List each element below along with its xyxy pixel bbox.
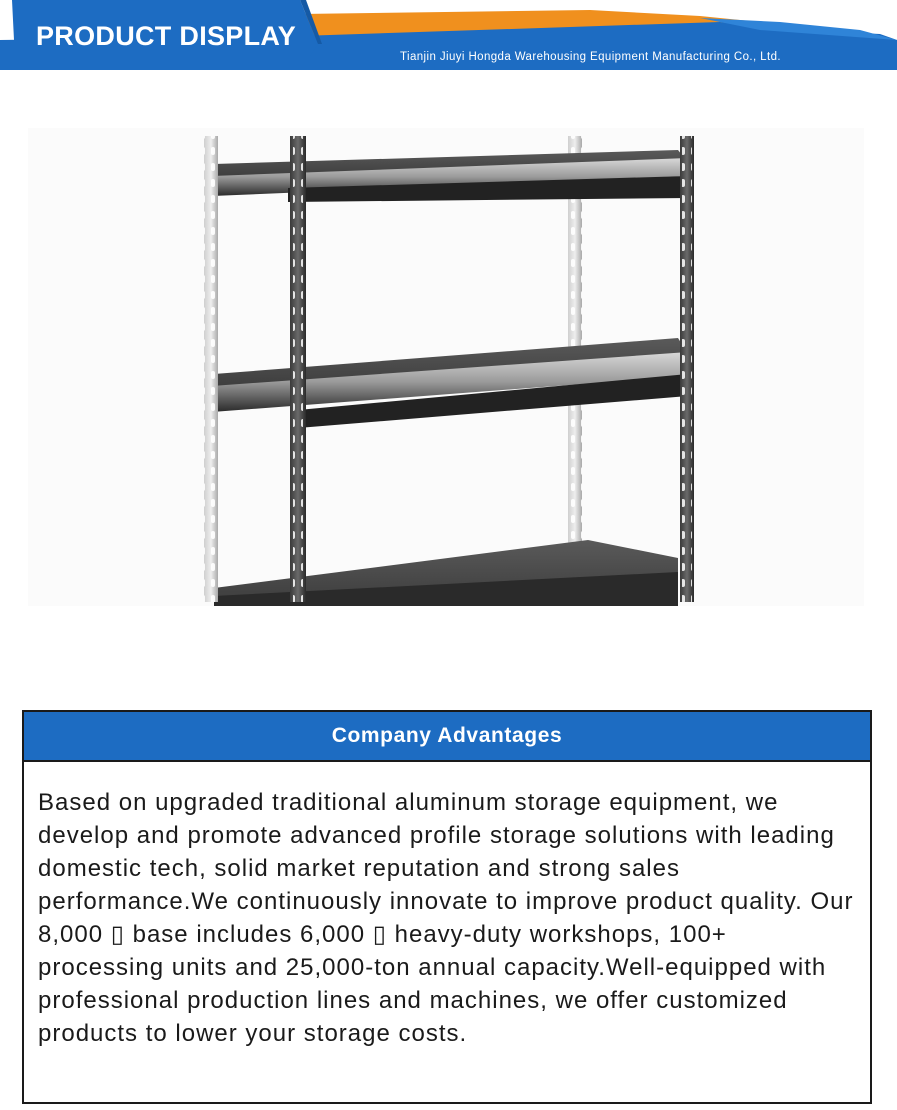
product-image [28, 128, 864, 606]
company-advantages-panel [22, 710, 872, 1104]
company-advantages-header [24, 712, 870, 762]
company-advantages-title: Company Advantages [331, 724, 563, 747]
company-advantages-text: Based on upgraded traditional aluminum storage equipment, we develop and promote advanced profile storage solutions with leading domestic tech, solid market reputation and strong sales performance.We continuously innovate to improve product quality. Our 8,000 ▯ base includes 6,000 ▯ heavy-duty workshops, 100+ processing units and 25,000-ton annual capacity.Well-equipped with professional production lines and machines, we offer customized products to lower your storage costs. [38, 789, 854, 1047]
company-name: Tianjin Jiuyi Hongda Warehousing Equipment Manufacturing Co., Ltd. [400, 51, 781, 63]
banner-title: PRODUCT DISPLAY [36, 21, 297, 51]
header-banner [0, 0, 897, 72]
shelving-unit-illustration [28, 128, 864, 606]
